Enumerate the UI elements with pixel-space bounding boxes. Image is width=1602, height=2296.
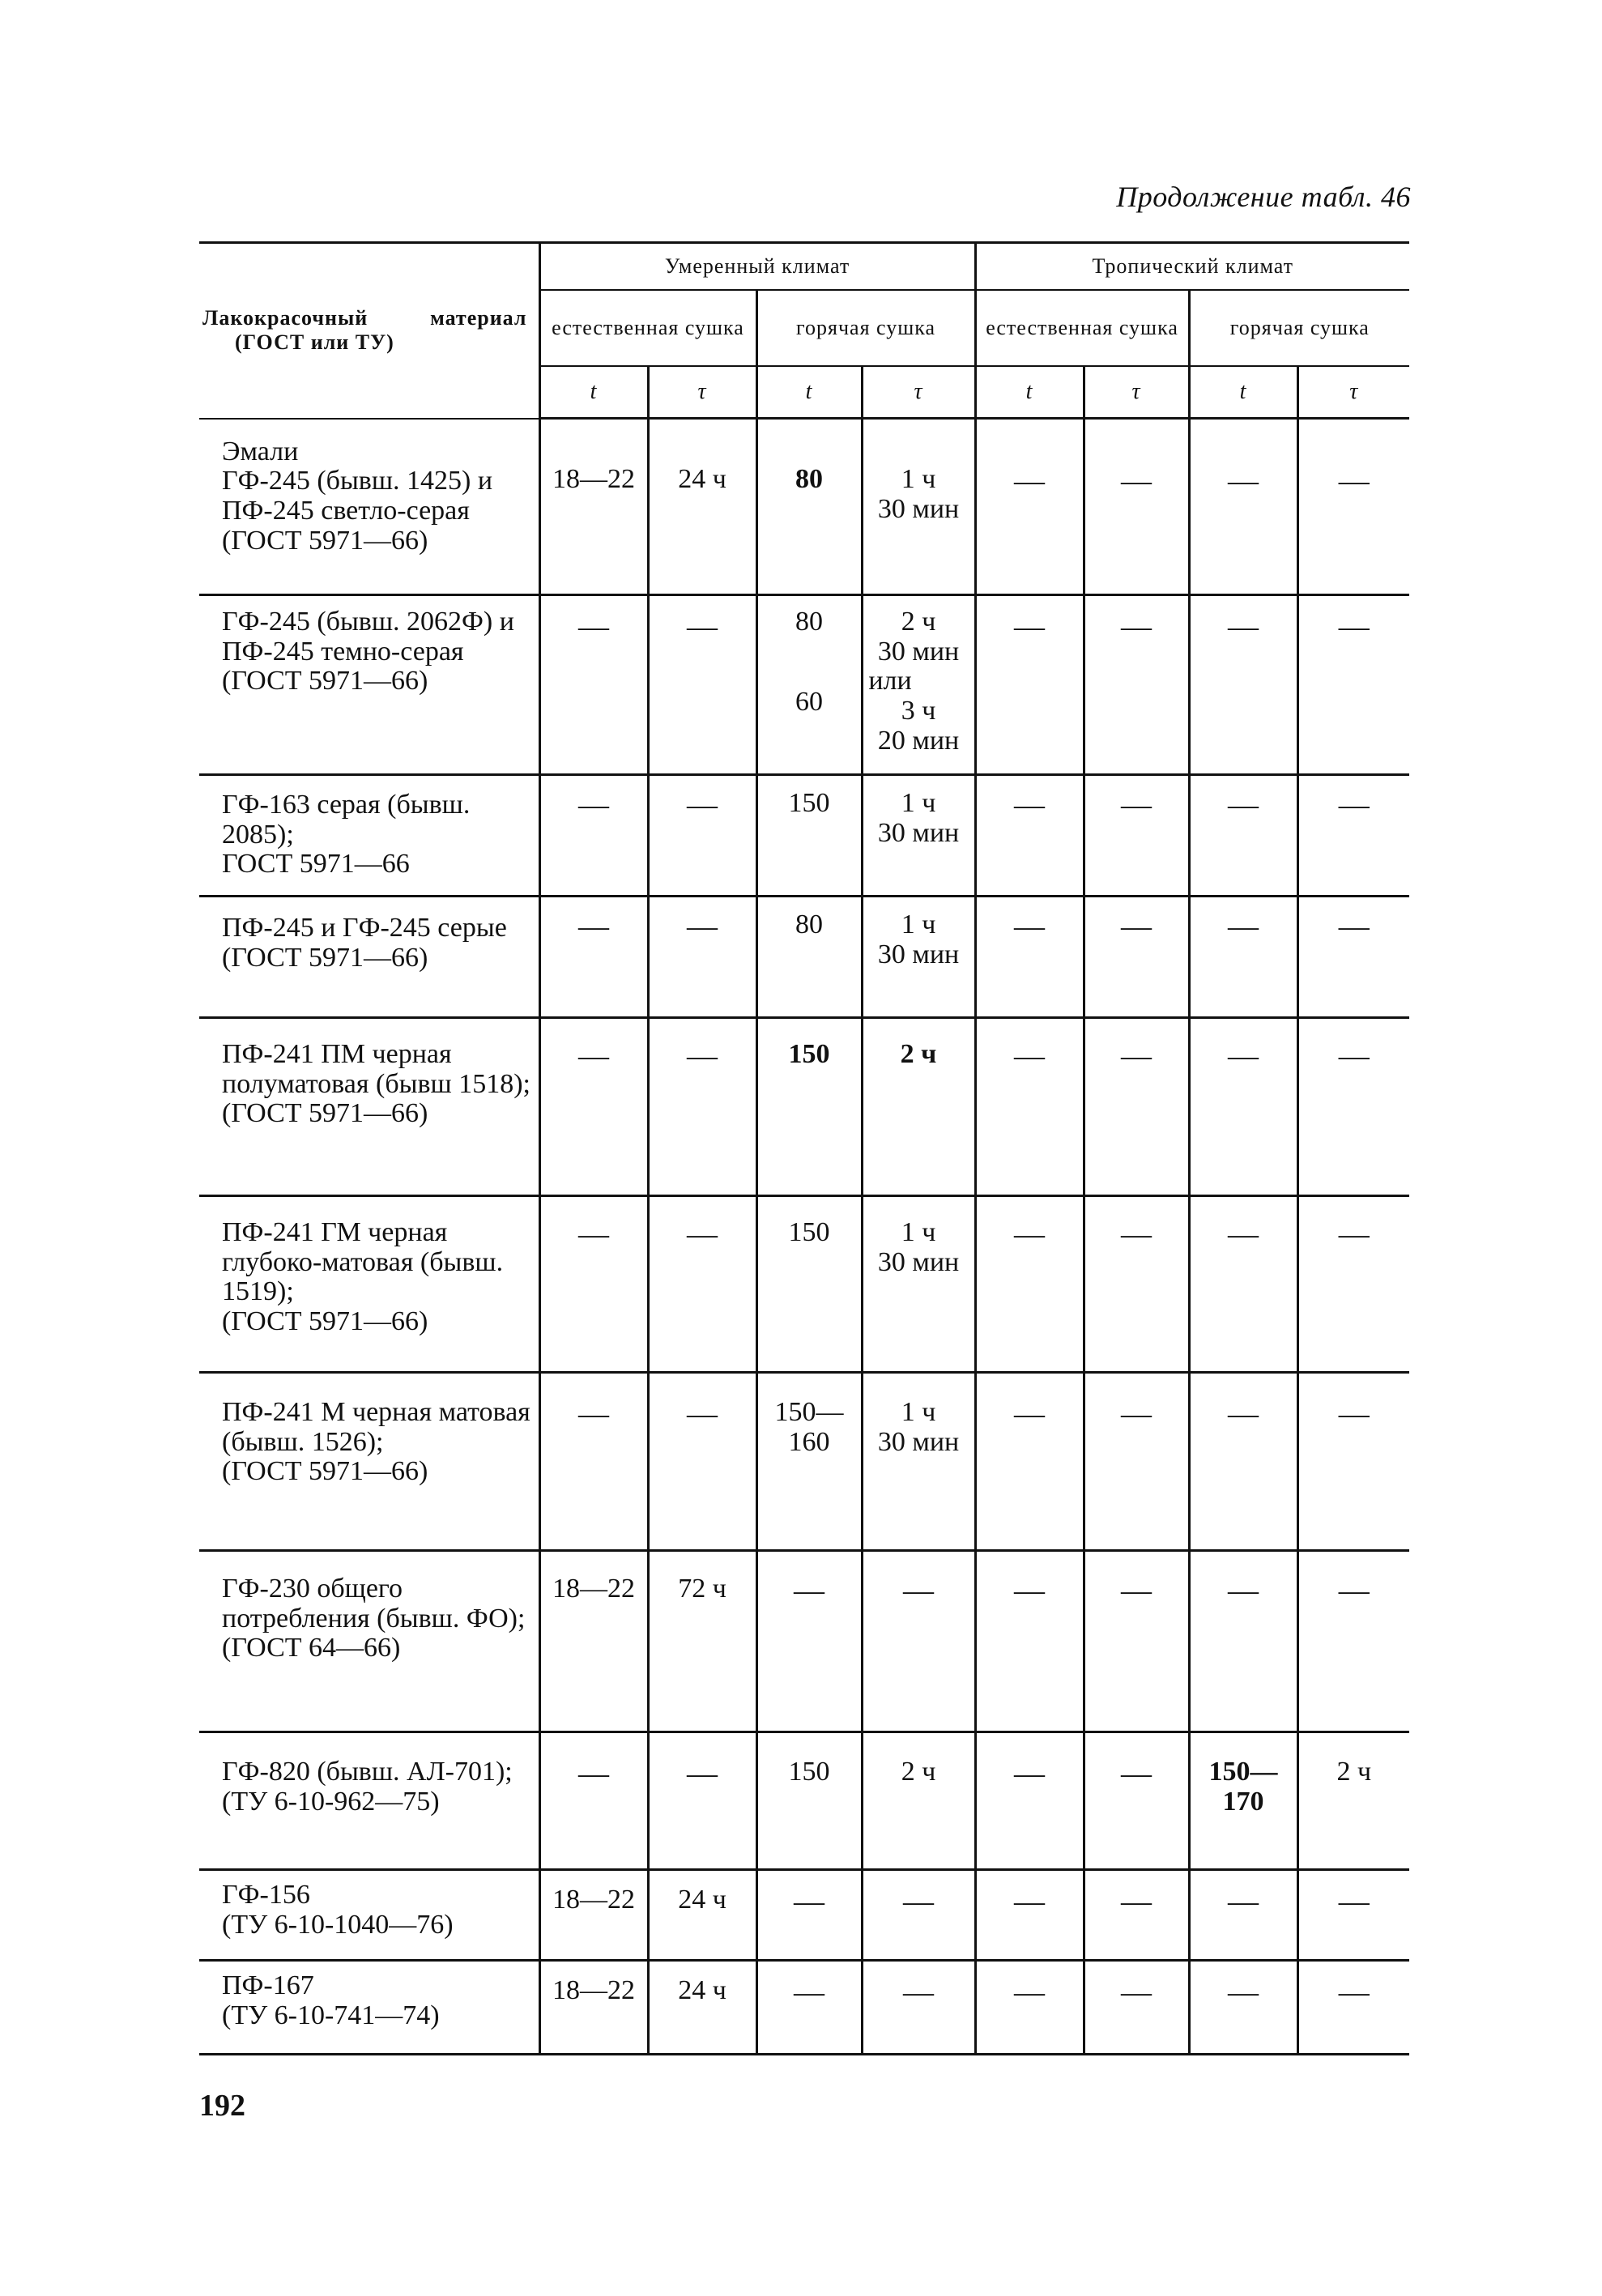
- cell: —: [1189, 1373, 1297, 1551]
- cell: —: [756, 1870, 862, 1961]
- cell: 24 ч: [648, 1961, 756, 2055]
- cell: —: [648, 1196, 756, 1373]
- cell: —: [1189, 1961, 1297, 2055]
- cell: 18—22: [539, 419, 648, 595]
- drying-modes-table: [199, 241, 1409, 2055]
- cell: 18—22: [539, 1551, 648, 1732]
- cell: —: [1297, 897, 1409, 1018]
- cell: —: [862, 1961, 975, 2055]
- cell-line: 1 ч: [901, 464, 936, 494]
- cell: —: [1297, 1870, 1409, 1961]
- table-row: [199, 775, 1409, 897]
- cell: —: [1297, 775, 1409, 897]
- cell: —: [1084, 1870, 1189, 1961]
- table-row: [199, 1373, 1409, 1551]
- cell: 80: [756, 897, 862, 1018]
- cell: 150: [756, 1732, 862, 1870]
- material-cell: ГФ-245 (бывш. 2062Ф) и ПФ-245 темно-серая (ГОСТ 5971—66): [199, 595, 539, 775]
- cell: [862, 1196, 975, 1373]
- cell-line: 30 мин: [877, 1426, 960, 1457]
- table-row: [199, 1732, 1409, 1870]
- cell: —: [975, 419, 1084, 595]
- cell: —: [1189, 1018, 1297, 1196]
- cell: —: [539, 1196, 648, 1373]
- cell: —: [975, 775, 1084, 897]
- cell: —: [1189, 419, 1297, 595]
- cell: —: [648, 897, 756, 1018]
- cell: —: [1297, 1018, 1409, 1196]
- table-row: [199, 1870, 1409, 1961]
- group-label: Эмали: [222, 436, 299, 466]
- cell: —: [975, 1018, 1084, 1196]
- cell-line: 1 ч: [901, 788, 936, 818]
- cell: 18—22: [539, 1961, 648, 2055]
- cell-line: 1 ч: [901, 1397, 936, 1427]
- table-row: [199, 419, 1409, 595]
- cell: —: [539, 595, 648, 775]
- cell: —: [539, 1373, 648, 1551]
- cell: 80: [756, 419, 862, 595]
- material-cell: ГФ-230 общего потребления (бывш. ФО); (ГОСТ 64—66): [199, 1551, 539, 1732]
- header-material: [199, 243, 539, 419]
- material-cell: ПФ-245 и ГФ-245 серые (ГОСТ 5971—66): [199, 897, 539, 1018]
- cell-line: 3 ч: [901, 696, 936, 726]
- table-row: [199, 897, 1409, 1018]
- cell: —: [1189, 775, 1297, 897]
- cell-line: 30 мин: [877, 493, 960, 524]
- cell: —: [1297, 419, 1409, 595]
- cell-line: 80: [795, 607, 823, 637]
- cell: —: [1084, 1196, 1189, 1373]
- material-cell: ПФ-241 ГМ черная глубоко-матовая (бывш. 1519); (ГОСТ 5971—66): [199, 1196, 539, 1373]
- cell: —: [756, 1551, 862, 1732]
- cell: —: [648, 1373, 756, 1551]
- header-tau: τ: [1084, 366, 1189, 419]
- header-tau: τ: [1297, 366, 1409, 419]
- cell: —: [1084, 897, 1189, 1018]
- cell: —: [539, 897, 648, 1018]
- cell: —: [1084, 1373, 1189, 1551]
- cell: —: [648, 1732, 756, 1870]
- cell: —: [1189, 1196, 1297, 1373]
- cell: [862, 595, 975, 775]
- header-material-line1a: Лакокрасочный: [202, 306, 369, 330]
- material-cell: ПФ-241 ПМ черная полуматовая (бывш 1518); (ГОСТ 5971—66): [199, 1018, 539, 1196]
- material-text: ГФ-245 (бывш. 1425) и ПФ-245 светло-серая (ГОСТ 5971—66): [222, 466, 493, 556]
- page-number: 192: [199, 2089, 245, 2123]
- cell-line: 30 мин: [877, 636, 960, 667]
- cell: —: [975, 1373, 1084, 1551]
- cell: 2 ч: [862, 1732, 975, 1870]
- cell-line: 30 мин: [877, 1246, 960, 1277]
- header-tau: τ: [862, 366, 975, 419]
- cell: —: [1084, 1961, 1189, 2055]
- table-row: [199, 1196, 1409, 1373]
- cell: [862, 1373, 975, 1551]
- cell: —: [539, 775, 648, 897]
- header-t: t: [975, 366, 1084, 419]
- header-material-line1b: материал: [430, 306, 527, 330]
- cell: —: [1084, 595, 1189, 775]
- or-label: или: [868, 666, 912, 696]
- header-moderate-hot: горячая сушка: [756, 290, 975, 366]
- cell: 150: [756, 775, 862, 897]
- material-cell: ГФ-156 (ТУ 6-10-1040—76): [199, 1870, 539, 1961]
- cell: —: [975, 1870, 1084, 1961]
- cell-line: 30 мин: [877, 939, 960, 969]
- cell: —: [1084, 1018, 1189, 1196]
- cell: —: [1084, 1551, 1189, 1732]
- cell: —: [1084, 419, 1189, 595]
- cell: 150—160: [756, 1373, 862, 1551]
- table-row: [199, 595, 1409, 775]
- cell-line: 1 ч: [901, 1217, 936, 1247]
- header-moderate-climate: Умеренный климат: [539, 243, 975, 291]
- material-cell: [199, 419, 539, 595]
- cell: —: [975, 897, 1084, 1018]
- header-tau: τ: [648, 366, 756, 419]
- cell: —: [975, 595, 1084, 775]
- cell: —: [1297, 1373, 1409, 1551]
- cell: —: [1297, 595, 1409, 775]
- cell: —: [975, 1732, 1084, 1870]
- cell: —: [862, 1870, 975, 1961]
- material-cell: ГФ-163 серая (бывш. 2085); ГОСТ 5971—66: [199, 775, 539, 897]
- cell: 72 ч: [648, 1551, 756, 1732]
- header-tropical-hot: горячая сушка: [1189, 290, 1409, 366]
- cell: —: [1297, 1196, 1409, 1373]
- cell: —: [756, 1961, 862, 2055]
- cell: —: [975, 1961, 1084, 2055]
- cell-line: 2 ч: [901, 607, 936, 637]
- cell: —: [975, 1196, 1084, 1373]
- cell: —: [1297, 1551, 1409, 1732]
- cell-line: 30 мин: [877, 817, 960, 848]
- header-t: t: [539, 366, 648, 419]
- cell: —: [1297, 1961, 1409, 2055]
- cell: —: [1189, 1551, 1297, 1732]
- cell: 150: [756, 1018, 862, 1196]
- material-cell: ПФ-241 М черная матовая (бывш. 1526); (ГОСТ 5971—66): [199, 1373, 539, 1551]
- cell: 18—22: [539, 1870, 648, 1961]
- cell: —: [1189, 1870, 1297, 1961]
- cell: [862, 775, 975, 897]
- table-row: [199, 1551, 1409, 1732]
- cell: 24 ч: [648, 419, 756, 595]
- table-row: [199, 1018, 1409, 1196]
- header-t: t: [756, 366, 862, 419]
- cell: —: [539, 1732, 648, 1870]
- cell: —: [1189, 595, 1297, 775]
- cell: —: [975, 1551, 1084, 1732]
- header-material-line2: (ГОСТ или ТУ): [235, 330, 394, 355]
- cell-line: 20 мин: [877, 725, 960, 756]
- cell-line: 1 ч: [901, 909, 936, 939]
- cell: 24 ч: [648, 1870, 756, 1961]
- cell-line: 60: [795, 686, 823, 717]
- header-tropical-climate: Тропический климат: [975, 243, 1409, 291]
- cell: 2 ч: [862, 1018, 975, 1196]
- cell: —: [648, 1018, 756, 1196]
- cell: —: [1189, 897, 1297, 1018]
- cell: 2 ч: [1297, 1732, 1409, 1870]
- header-tropical-natural: естественная сушка: [975, 290, 1189, 366]
- cell: —: [1084, 1732, 1189, 1870]
- header-t: t: [1189, 366, 1297, 419]
- cell: 150—170: [1189, 1732, 1297, 1870]
- cell: —: [648, 595, 756, 775]
- cell: —: [539, 1018, 648, 1196]
- cell: [862, 897, 975, 1018]
- cell: —: [648, 775, 756, 897]
- cell: —: [862, 1551, 975, 1732]
- material-cell: ПФ-167 (ТУ 6-10-741—74): [199, 1961, 539, 2055]
- table-caption: Продолжение табл. 46: [1116, 181, 1411, 213]
- material-cell: ГФ-820 (бывш. АЛ-701); (ТУ 6-10-962—75): [199, 1732, 539, 1870]
- cell: [862, 419, 975, 595]
- table-row: [199, 1961, 1409, 2055]
- cell: 150: [756, 1196, 862, 1373]
- header-moderate-natural: естественная сушка: [539, 290, 756, 366]
- table-header: [199, 243, 1409, 419]
- cell: —: [1084, 775, 1189, 897]
